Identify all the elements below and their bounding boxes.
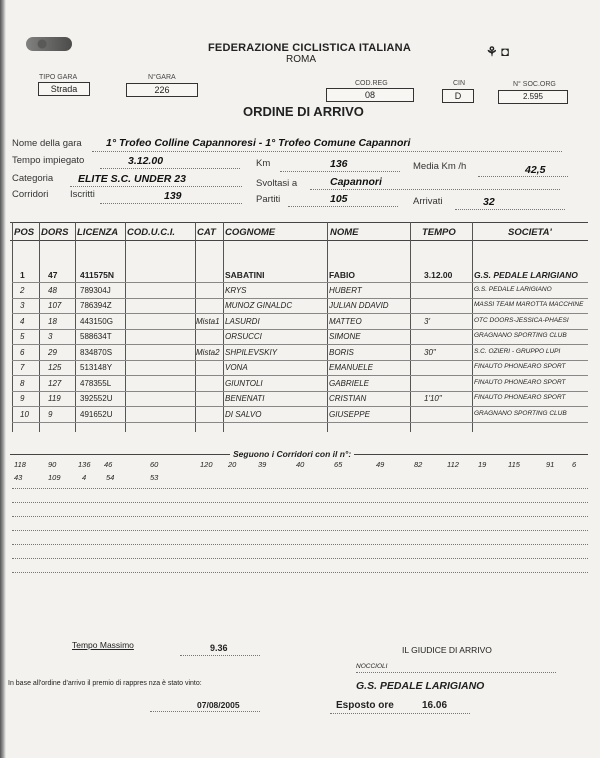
following-rider-number: 53 <box>150 473 159 482</box>
cell-dors: 3 <box>48 332 53 341</box>
cell-cognome: VONA <box>225 363 248 372</box>
judge-signature-dots <box>356 672 556 673</box>
following-rider-number: 136 <box>78 460 91 469</box>
cell-nome: CRISTIAN <box>329 394 367 403</box>
cell-dors: 18 <box>48 316 57 326</box>
cell-cat: Mista1 <box>196 316 220 326</box>
date-dots <box>150 711 260 712</box>
following-riders-blank-line <box>12 502 588 503</box>
fci-logo-icon <box>26 37 72 51</box>
col-header-dors: DORS <box>41 227 69 238</box>
following-rider-number: 90 <box>48 460 57 469</box>
avg-speed-value: 42,5 <box>525 164 546 176</box>
cell-licenza: 786394Z <box>80 301 112 310</box>
cell-dors: 125 <box>48 363 62 372</box>
following-rider-number: 118 <box>14 460 26 469</box>
following-rider-number: 43 <box>14 473 23 482</box>
posted-at-label: Esposto ore <box>336 700 394 711</box>
cell-nome: FABIO <box>329 270 355 280</box>
riders-label: Corridori <box>12 189 49 200</box>
cell-societa: G.S. PEDALE LARIGIANO <box>474 285 552 293</box>
table-row <box>0 270 600 283</box>
category-label: Categoria <box>12 173 54 184</box>
race-name: 1° Trofeo Colline Capannoresi - 1° Trofeo Comune Capannori <box>106 137 411 149</box>
cell-pos: 4 <box>20 316 25 326</box>
following-rider-number: 20 <box>228 460 237 469</box>
cod-reg-label: COD.REG <box>355 80 388 87</box>
race-name-label: Nome della gara <box>12 138 82 149</box>
cell-cognome: KRYS <box>225 285 247 295</box>
cell-pos: 5 <box>20 332 25 341</box>
cell-cognome: ORSUCCI <box>225 332 262 341</box>
cell-licenza: 513148Y <box>80 363 113 372</box>
cell-nome: GABRIELE <box>329 378 370 388</box>
following-rider-number: 120 <box>200 460 213 469</box>
col-header-nome: NOME <box>330 227 359 238</box>
table-row <box>0 332 600 345</box>
cell-licenza: 411575N <box>80 270 115 280</box>
judge-label: IL GIUDICE DI ARRIVO <box>402 645 492 655</box>
table-row <box>0 394 600 407</box>
table-row <box>0 410 600 423</box>
max-time-label: Tempo Massimo <box>72 640 134 650</box>
cell-dors: 107 <box>48 301 62 310</box>
table-row <box>0 363 600 376</box>
following-riders-blank-line <box>12 516 588 517</box>
cell-nome: SIMONE <box>329 332 361 341</box>
cin-label: CIN <box>453 80 466 87</box>
n-gara-value: 226 <box>126 83 198 97</box>
category-value: ELITE S.C. UNDER 23 <box>78 173 186 185</box>
cell-licenza: 443150G <box>80 316 113 326</box>
cin-value: D <box>442 89 474 103</box>
km-dots <box>280 171 400 172</box>
time-value: 3.12.00 <box>128 155 164 167</box>
cell-tempo: 30" <box>424 347 436 357</box>
following-rider-number: 49 <box>376 460 385 469</box>
n-gara-label: N°GARA <box>148 74 176 81</box>
cell-societa: GRAGNANO SPORTING CLUB <box>474 409 567 417</box>
document-date: 07/08/2005 <box>197 700 240 710</box>
n-soc-org-label: N° SOC.ORG <box>513 81 556 88</box>
cell-societa: G.S. PEDALE LARIGIANO <box>474 270 578 280</box>
cell-dors: 48 <box>48 285 57 295</box>
km-label: Km <box>256 158 271 169</box>
cell-licenza: 789304J <box>80 285 111 295</box>
following-rider-number: 39 <box>258 460 267 469</box>
coni-logo-icon: ⚘︎ ◘ <box>486 44 510 59</box>
cell-societa: MASSI TEAM MAROTTA MACCHINE <box>474 301 584 308</box>
following-rider-number: 82 <box>414 460 423 469</box>
cell-nome: GIUSEPPE <box>329 409 370 419</box>
cell-cognome: MUNOZ GINALDC <box>225 301 293 310</box>
col-header-cat: CAT <box>197 227 216 238</box>
cell-pos: 2 <box>20 285 25 295</box>
cell-tempo: 3.12.00 <box>424 270 453 280</box>
cell-nome: EMANUELE <box>329 363 374 372</box>
col-header-tempo: TEMPO <box>422 227 456 238</box>
cell-licenza: 478355L <box>80 378 112 388</box>
following-rider-number: 115 <box>508 460 520 469</box>
following-rider-number: 46 <box>104 460 113 469</box>
cell-nome: BORIS <box>329 347 354 357</box>
following-rider-number: 112 <box>447 460 459 469</box>
category-dots <box>70 186 242 187</box>
table-row <box>0 348 600 361</box>
col-header-cod: COD.U.C.I. <box>127 227 176 238</box>
cell-dors: 127 <box>48 378 62 388</box>
cell-tempo: 3' <box>424 316 430 326</box>
time-label: Tempo impiegato <box>12 155 85 166</box>
table-row <box>0 286 600 299</box>
cell-societa: FINAUTO PHONEARO SPORT <box>474 394 566 401</box>
cell-licenza: 588634T <box>80 332 112 341</box>
col-header-pos: POS <box>14 227 35 238</box>
cell-pos: 8 <box>20 378 25 388</box>
table-row <box>0 301 600 314</box>
col-header-societa: SOCIETA' <box>508 227 552 238</box>
cell-tempo: 1'10" <box>424 394 442 403</box>
started-value: 105 <box>330 193 348 205</box>
cell-dors: 29 <box>48 347 57 357</box>
avg-speed-label: Media Km /h <box>413 161 467 172</box>
cell-pos: 9 <box>20 394 25 403</box>
following-rider-number: 65 <box>334 460 343 469</box>
table-header-top-rule <box>10 222 588 223</box>
held-at-label: Svoltasi a <box>256 178 298 189</box>
representation-prize-text: In base all'ordine d'arrivo il premio di rappres nza è stato vinto: <box>8 680 202 687</box>
registered-value: 139 <box>164 190 182 202</box>
registered-label: Iscritti <box>70 189 95 200</box>
following-riders-blank-line <box>12 530 588 531</box>
col-header-licenza: LICENZA <box>77 227 119 238</box>
cell-societa: FINAUTO PHONEARO SPORT <box>474 363 566 370</box>
cell-cognome: BENENATI <box>225 394 265 403</box>
following-riders-blank-line <box>12 488 588 489</box>
following-rider-number: 91 <box>546 460 555 469</box>
max-time-dots <box>180 655 260 656</box>
cell-dors: 47 <box>48 270 58 280</box>
table-row <box>0 317 600 330</box>
started-label: Partiti <box>256 194 281 205</box>
registered-dots <box>100 203 242 204</box>
cell-cognome: SABATINI <box>225 270 265 280</box>
cell-cognome: GIUNTOLI <box>225 378 263 388</box>
max-time-value: 9.36 <box>210 643 228 653</box>
cell-cat: Mista2 <box>196 347 220 357</box>
cell-nome: MATTEO <box>329 316 362 326</box>
cell-pos: 7 <box>20 363 25 372</box>
table-header-bottom-rule <box>10 240 588 241</box>
cell-societa: FINAUTO PHONEARO SPORT <box>474 378 566 386</box>
held-at-dots <box>310 189 560 190</box>
federation-title: FEDERAZIONE CICLISTICA ITALIANA <box>208 42 411 54</box>
judge-signature: NOCCIOLI <box>356 663 388 670</box>
avg-speed-dots <box>478 176 568 177</box>
cell-dors: 9 <box>48 409 53 419</box>
following-rider-number: 109 <box>48 473 61 482</box>
tipo-gara-label: TIPO GARA <box>39 74 78 81</box>
race-name-dots <box>92 151 562 152</box>
tipo-gara-value: Strada <box>38 82 90 96</box>
finished-label: Arrivati <box>413 196 443 207</box>
posted-dots <box>330 713 470 714</box>
held-at-value: Capannori <box>330 176 382 188</box>
cell-cognome: LASURDI <box>225 316 260 326</box>
following-rider-number: 6 <box>572 460 577 469</box>
cod-reg-value: 08 <box>326 88 414 102</box>
km-value: 136 <box>330 158 348 170</box>
cell-societa: S.C. OZIERI - GRUPPO LUPI <box>474 347 561 355</box>
time-dots <box>100 168 240 169</box>
following-riders-blank-line <box>12 558 588 559</box>
following-riders-label: Seguono i Corridori con il n°: <box>230 449 354 459</box>
following-rider-number: 19 <box>478 460 487 469</box>
federation-city: ROMA <box>286 54 316 65</box>
table-row <box>0 379 600 392</box>
following-rider-number: 60 <box>150 460 159 469</box>
cell-cognome: DI SALVO <box>225 409 262 419</box>
cell-pos: 3 <box>20 301 25 310</box>
finished-dots <box>455 209 565 210</box>
cell-nome: HUBERT <box>329 285 362 295</box>
n-soc-org-value: 2.595 <box>498 90 568 104</box>
cell-dors: 119 <box>48 394 61 403</box>
following-riders-blank-line <box>12 544 588 545</box>
started-dots <box>288 206 398 207</box>
posted-at-value: 16.06 <box>422 700 448 711</box>
cell-societa: OTC DOORS-JESSICA-PHAESI <box>474 316 569 324</box>
following-rider-number: 40 <box>296 460 305 469</box>
following-rider-number: 54 <box>106 473 115 482</box>
cell-licenza: 491652U <box>80 409 113 419</box>
following-rider-number: 4 <box>82 473 87 482</box>
cell-cognome: SHPILEVSKIY <box>225 347 278 357</box>
prize-winner: G.S. PEDALE LARIGIANO <box>356 680 485 692</box>
finished-value: 32 <box>483 196 495 208</box>
cell-pos: 10 <box>20 409 29 419</box>
cell-licenza: 834870S <box>80 347 113 357</box>
cell-pos: 6 <box>20 347 25 357</box>
document-title: ORDINE DI ARRIVO <box>243 104 364 119</box>
following-riders-blank-line <box>12 572 588 573</box>
cell-nome: JULIAN DDAVID <box>329 301 389 310</box>
cell-societa: GRAGNANO SPORTING CLUB <box>474 332 567 339</box>
col-header-cognome: COGNOME <box>225 227 276 238</box>
cell-pos: 1 <box>20 270 25 280</box>
cell-licenza: 392552U <box>80 394 113 403</box>
